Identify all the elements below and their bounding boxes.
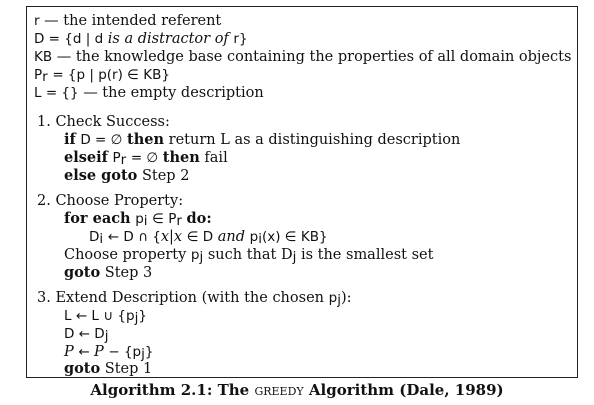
- step2-for-r: r: [176, 213, 182, 229]
- step3-heading-j: j: [337, 292, 341, 308]
- def-l: [34, 84, 264, 102]
- step1-elseif-then: then: [162, 149, 200, 166]
- step2-do-kw: do:: [186, 210, 212, 227]
- step1-else: [64, 167, 189, 185]
- def-pr-lhs: P: [34, 67, 43, 83]
- def-pr-sub: r: [42, 69, 48, 85]
- step2-choose-end: is the smallest set: [300, 247, 434, 263]
- step1-else-kw: else goto: [64, 167, 138, 184]
- def-kb: [34, 48, 571, 66]
- step3-l-j: j: [134, 310, 139, 326]
- step3-l-end: }: [138, 308, 147, 324]
- step1-then-kw: then: [127, 131, 165, 148]
- step1-else-target: Step 2: [141, 168, 190, 184]
- caption-prefix: Algorithm 2.1: The: [90, 381, 250, 399]
- def-pr: [34, 66, 170, 84]
- def-pr-rhs: = {p | p(r) ∈ KB}: [52, 67, 170, 83]
- step3-goto-kw: goto: [64, 360, 101, 377]
- step2-goto-kw: goto: [64, 264, 101, 281]
- step1-if-action: return L as a distinguishing description: [168, 132, 461, 148]
- algorithm-caption: [0, 381, 594, 399]
- def-kb-desc: — the knowledge base containing the properties of all domain objects: [56, 49, 572, 65]
- step2-choose-text: Choose property: [64, 247, 187, 263]
- step2-choose: [64, 246, 433, 264]
- def-r-symbol: r: [34, 13, 40, 29]
- def-kb-symbol: KB: [34, 49, 53, 65]
- step3-p-j: j: [141, 346, 145, 362]
- step2-di-sub: i: [99, 231, 104, 247]
- def-r-desc: — the intended referent: [44, 13, 222, 29]
- def-d-lhs: D = {d | d: [34, 31, 104, 47]
- step3-goto: [64, 360, 152, 378]
- def-r: [34, 12, 221, 30]
- def-d-mid: is a distractor of: [107, 31, 229, 47]
- step2-di-assign: ← D ∩ {: [107, 229, 161, 245]
- step2-heading: 2. Choose Property:: [37, 193, 184, 209]
- step3-p-end: }: [144, 344, 154, 360]
- step1-elseif-p: P: [112, 150, 121, 166]
- step2-di-tail: (x) ∈ KB}: [261, 229, 328, 245]
- step2-choose-j: j: [199, 249, 204, 265]
- def-l-lhs: L = {}: [34, 85, 79, 101]
- step2-for-in: ∈ P: [152, 211, 177, 227]
- step2-di-d: D: [89, 229, 100, 245]
- step2-di-psub: i: [258, 231, 262, 247]
- step3-heading-end: ):: [340, 290, 352, 306]
- step2-di-in: ∈ D: [186, 229, 214, 245]
- step3-p-a: P: [64, 344, 74, 360]
- step2-goto-target: Step 3: [104, 265, 153, 281]
- step1-if-cond: D = ∅: [80, 132, 123, 148]
- step3-p-c: P: [93, 344, 104, 360]
- step3-p: [64, 343, 153, 361]
- step2-goto: [64, 264, 152, 282]
- step3-d: [64, 325, 108, 343]
- step2-choose-p: p: [190, 247, 200, 263]
- step3-l-line: L ← L ∪ {p: [64, 308, 135, 324]
- step2-for-i: i: [143, 213, 148, 229]
- def-d-r: r}: [233, 31, 248, 47]
- step3-d-j: j: [104, 328, 109, 344]
- step1-elseif-action: fail: [204, 150, 228, 166]
- step2-di-p: p: [249, 229, 259, 245]
- step3-d-line: D ← D: [64, 326, 105, 342]
- def-d: [34, 30, 248, 48]
- step2-choose-dj: j: [292, 249, 297, 265]
- step3-heading: [37, 289, 352, 307]
- step2-di-set: x|x: [160, 229, 183, 245]
- step1-elseif-eq: = ∅: [130, 150, 159, 166]
- step2-for: [64, 210, 212, 228]
- step1-if-kw: if: [64, 131, 76, 148]
- step2-di: [89, 228, 328, 246]
- step2-for-p: p: [135, 211, 144, 227]
- step3-heading-text: 3. Extend Description (with the chosen: [37, 290, 324, 306]
- def-l-desc: — the empty description: [83, 85, 264, 101]
- step2-for-kw: for each: [64, 210, 131, 227]
- caption-suffix: Algorithm (Dale, 1989): [308, 381, 504, 399]
- step1-elseif: [64, 149, 228, 167]
- step3-heading-p: p: [328, 290, 338, 306]
- step3-p-d: − {p: [108, 344, 142, 360]
- step2-choose-mid: such that D: [207, 247, 293, 263]
- step1-if: [64, 131, 460, 149]
- step3-l: [64, 307, 147, 325]
- caption-name: greedy: [254, 381, 304, 399]
- step1-heading: 1. Check Success:: [37, 114, 170, 130]
- step1-elseif-sub: r: [120, 152, 127, 168]
- step3-goto-target: Step 1: [104, 361, 153, 377]
- step3-p-b: ←: [78, 344, 94, 360]
- step1-elseif-kw: elseif: [64, 149, 108, 166]
- step2-and-kw: and: [217, 229, 246, 245]
